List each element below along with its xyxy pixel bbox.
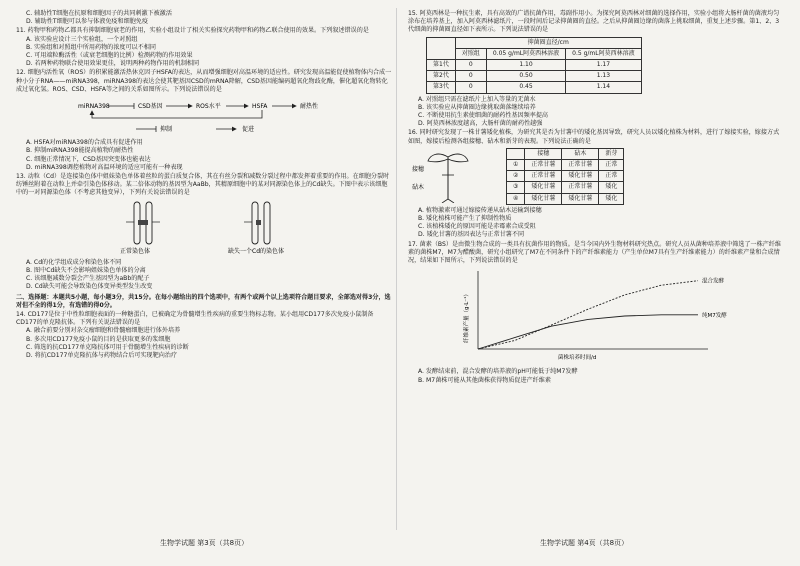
normal-chromosome-drawing bbox=[126, 202, 160, 244]
table-cell: 正常甘薯 bbox=[525, 171, 562, 182]
table-cell: 0 bbox=[455, 60, 486, 71]
left-page bbox=[16, 10, 392, 361]
table-cell: 矮化甘薯 bbox=[525, 193, 562, 204]
question-stem: 11. 药物甲和药物乙都具有抑制细胞衰老的作用，实验小组设计了相关实验探究药物甲和药物乙联合使用的效果。下列叙述错误的是 bbox=[16, 27, 369, 35]
table-cell: 矮化甘薯 bbox=[562, 193, 599, 204]
right-page bbox=[408, 10, 784, 386]
page-footer-right: 生物学试题 第4页（共8页） bbox=[540, 539, 629, 547]
label-normal: 正常染色体 bbox=[120, 247, 151, 255]
question-14 bbox=[16, 311, 392, 360]
table-cell: 第3代 bbox=[427, 82, 456, 93]
table-cell: 矮化甘薯 bbox=[525, 182, 562, 193]
table-header: 接穗 bbox=[525, 148, 562, 159]
label-scion: 接穗 bbox=[412, 166, 425, 174]
option-b: B. 矮化植株可能产生了抑制性物质 bbox=[418, 215, 512, 223]
x-axis-label: 菌株培养时间/d bbox=[558, 355, 597, 362]
option-a: A. Cd的化学组成成分和染色体不同 bbox=[26, 258, 122, 266]
legend-inhibit: 抑制 bbox=[160, 126, 173, 134]
option-c: C. 不断使用抗生素使细菌的耐药性基因频率提高 bbox=[418, 112, 549, 120]
option: D. 辅助性T细胞可以参与体液免疫和细胞免疫 bbox=[26, 18, 148, 26]
cd-deleted-chromosome-drawing bbox=[244, 202, 270, 244]
chromosome-figure bbox=[16, 198, 386, 256]
option-a: A. 植物激素可通过嫁接传递从砧木运输到接穗 bbox=[418, 206, 542, 214]
table-row bbox=[427, 82, 642, 93]
table-header bbox=[507, 148, 525, 159]
table-corner bbox=[427, 37, 456, 59]
question-stem: 12. 细胞内活性氧（ROS）的积累能激活热休克因子HSFA的表达，从而增强细胞对高温环境的适应性。研究发现高温能促使植物体内合成一种小分子RNA——miRNA398，miRNA398的表达会使其靶基因CSD的mRNA降解，CSD基因能编码超氧化物歧化酶，催化超氧化物转化成过氧化氢。ROS、CSD、HSFA等之间的关系如图所示。下列说法错误的是 bbox=[16, 69, 392, 93]
table-header: 0.5 g/mL阿莫西林溶液 bbox=[566, 48, 641, 59]
option-a: A. 融合前要分别对杂交瘤细胞和骨髓瘤细胞进行体外培养 bbox=[26, 327, 181, 335]
table-cell: 1.17 bbox=[566, 60, 641, 71]
table-row bbox=[507, 193, 624, 204]
grafted-plant-drawing bbox=[408, 149, 488, 203]
question-17 bbox=[408, 241, 784, 385]
table-cell: 正常 bbox=[599, 160, 624, 171]
page-divider bbox=[396, 8, 397, 530]
question-stem: 13. 动粒（Cd）是连接染色体中姐妹染色单体着丝粒的蛋白质复合体，其在有丝分裂和减数分裂过程中都发挥着重要的作用。在细胞分裂时纺锤丝附着在动粒上并牵引染色体移动。某二倍体动物的基因型为AaBb，其精原细胞中的某对同源染色体上的Cd缺失。下图中表示该细胞中的一对同源染色体（不考虑其他变异），下列有关说法错误的是 bbox=[16, 173, 390, 197]
section-2-heading: 二、选择题：本题共5小题，每小题3分，共15分。在每小题给出的四个选项中，有两个或两个以上选项符合题目要求，全部选对得3分，选对但不全的得1分，有选错的得0分。 bbox=[16, 293, 391, 309]
option-b: B. 该实验应从抑菌圈边缘挑取菌落继续培养 bbox=[418, 103, 536, 111]
question-stem: 17. 菌素（BS）是由微生物合成的一类具有抗菌作用的物质。是当今国内外生物材料研究热点。研究人员从菌种培养液中筛选了一株产纤维素的菌株M7，M7为醋酸菌，研究小组研究了M7在不同条件下的产纤维素能力（产生单位M7具有生产纤维素能力）的纤维素产量和合成情况，结果如下图所示，下列说法错误的是 bbox=[408, 240, 782, 265]
table-cell: 正常甘薯 bbox=[562, 182, 599, 193]
table-cell: 第2代 bbox=[427, 71, 456, 82]
option-c: C. 可用端粒酶活性（或衰老细胞的比例）检测药物的作用效果 bbox=[26, 52, 193, 60]
option-b: B. 实验组和对照组中所用药物的浓度可以不相同 bbox=[26, 43, 156, 51]
option: C. 辅助性T细胞在抗原和细胞因子的共同刺激下被激活 bbox=[26, 10, 172, 17]
table-cell: 正常甘薯 bbox=[525, 160, 562, 171]
y-axis-label: 纤维素产量（g·L⁻¹） bbox=[464, 291, 470, 344]
label-deleted: 缺失一个Cd的染色体 bbox=[228, 247, 284, 255]
option-d: D. 若两种药物联合使用效果更佳，说明两种药物作用的机制相同 bbox=[26, 60, 200, 68]
option-d: D. 矮化甘薯的基因表达与正常甘薯不同 bbox=[418, 231, 525, 239]
table-header: 新芽 bbox=[599, 148, 624, 159]
question-16 bbox=[408, 129, 784, 239]
table-group-header: 抑菌圈直径/cm bbox=[455, 37, 641, 48]
table-cell: 0.45 bbox=[486, 82, 565, 93]
question-stem: 15. 阿莫西林是一种抗生素，具有高效的广谱抗菌作用，毒副作用小。为探究阿莫西林对细菌的选择作用，实验小组将大肠杆菌的菌液均匀涂布在培养基上，加入阿莫西林滤纸片，一段时间后记录抑菌圈的直径。之后从抑菌圈边缘的菌落上挑取细菌，重复上述步骤。第1、2、3代细菌的抑菌圈直径如下表所示。下列说法错误的是 bbox=[408, 10, 780, 34]
option-b: B. 多次用CD177免疫小鼠的目的是获取更多的浆细胞 bbox=[26, 335, 171, 343]
table-cell: 1.14 bbox=[566, 82, 641, 93]
page-footer-left: 生物学试题 第3页（共8页） bbox=[160, 539, 249, 547]
inhibition-zone-table bbox=[426, 37, 642, 94]
table-cell: 正常甘薯 bbox=[562, 160, 599, 171]
cellulose-yield-chart bbox=[408, 265, 778, 365]
label-rootstock: 砧木 bbox=[412, 184, 425, 192]
table-cell: 矮化 bbox=[599, 193, 624, 204]
table-row bbox=[507, 160, 624, 171]
node-hsfa: HSFA bbox=[252, 103, 268, 111]
table-cell: 矮化甘薯 bbox=[562, 171, 599, 182]
question-12 bbox=[16, 69, 392, 172]
series-label-mixed: 混合发酵 bbox=[702, 278, 725, 285]
table-row bbox=[427, 60, 642, 71]
option-d: D. Cd缺失可能会导致染色体变异类型发生改变 bbox=[26, 283, 153, 291]
table-header: 砧木 bbox=[562, 148, 599, 159]
table-cell: 1.10 bbox=[486, 60, 565, 71]
node-heat: 耐热性 bbox=[300, 103, 319, 111]
option-b: B. 图中Cd缺失不会影响姐妹染色单体的分离 bbox=[26, 267, 146, 275]
option-d: D. miRNA398调控植物对高温环境的适应可能有一种表现 bbox=[26, 163, 183, 171]
table-cell: 矮化 bbox=[599, 182, 624, 193]
grafting-table bbox=[506, 148, 624, 205]
question-10-tail bbox=[16, 10, 392, 26]
table-header: 对照组 bbox=[455, 48, 486, 59]
table-cell: ③ bbox=[507, 182, 525, 193]
table-header: 0.05 g/mL阿莫西林溶液 bbox=[486, 48, 565, 59]
option-b: B. 抑制miRNA398能提高植物的耐热性 bbox=[26, 147, 134, 155]
table-cell: 第1代 bbox=[427, 60, 456, 71]
question-13 bbox=[16, 173, 392, 292]
option-c: C. 该植株矮化的原因可能是赤霉素合成受阻 bbox=[418, 223, 536, 231]
table-row bbox=[507, 171, 624, 182]
node-ros: ROS水平 bbox=[196, 103, 221, 111]
question-stem: 14. CD177是位于中性粒细胞表面的一种糖蛋白，已被确定为骨髓增生性疾病的重要生物标志物。某小组用CD177多次免疫小鼠制备CD177的单克隆抗体。下列有关说法错误的是 bbox=[16, 311, 374, 327]
question-15 bbox=[408, 10, 784, 128]
question-11 bbox=[16, 27, 392, 68]
option-a: A. 发酵结束前，混合发酵的培养液的pH可能低于纯M7发酵 bbox=[418, 368, 578, 376]
node-mirna398: miRNA398 bbox=[78, 103, 110, 111]
table-cell: 正常 bbox=[599, 171, 624, 182]
table-row bbox=[507, 182, 624, 193]
table-cell: ① bbox=[507, 160, 525, 171]
option-a: A. HSFA对miRNA398的合成具有促进作用 bbox=[26, 139, 143, 147]
option-c: C. 该细胞减数分裂会产生基因型为aBb的配子 bbox=[26, 275, 150, 283]
question-stem: 16. 同时研究发现了一株甘薯矮化植株，为研究其是否为甘薯中的矮化基因导致，研究人员以矮化植株为材料，进行了嫁接实验，嫁接方式如图，嫁接后检测各组接穗、砧木和新芽的表现。下列说法正确的是 bbox=[408, 129, 780, 145]
pathway-diagram bbox=[16, 94, 386, 136]
table-cell: 0 bbox=[455, 71, 486, 82]
table-cell: 0 bbox=[455, 82, 486, 93]
series-line-m7 bbox=[478, 315, 698, 349]
option-a: A. 该实验应设计三个实验组，一个对照组 bbox=[26, 35, 138, 43]
option-d: D. 阿莫西林浓度越高，大肠杆菌的耐药性越强 bbox=[418, 120, 543, 128]
option-a: A. 对照组只需在滤纸片上加入等量的无菌水 bbox=[418, 95, 536, 103]
grafting-figure-row bbox=[408, 146, 784, 207]
legend-promote: 促进 bbox=[242, 126, 255, 134]
table-cell: 0.50 bbox=[486, 71, 565, 82]
option-b: B. M7菌株可能从其他菌株获得物质促进产纤维素 bbox=[418, 376, 551, 384]
option-c: C. 筛选的抗CD177单克隆抗体可用于骨髓增生性疾病的诊断 bbox=[26, 343, 189, 351]
table-row bbox=[427, 71, 642, 82]
series-label-m7: 纯M7发酵 bbox=[702, 313, 727, 320]
table-cell: 1.13 bbox=[566, 71, 641, 82]
table-cell: ② bbox=[507, 171, 525, 182]
option-c: C. 细胞正常情况下，CSD基因突变体也能表达 bbox=[26, 155, 151, 163]
option-d: D. 将抗CD177单克隆抗体与药物结合后可实现靶向治疗 bbox=[26, 352, 178, 360]
table-cell: ④ bbox=[507, 193, 525, 204]
node-csd: CSD基因 bbox=[138, 103, 163, 111]
